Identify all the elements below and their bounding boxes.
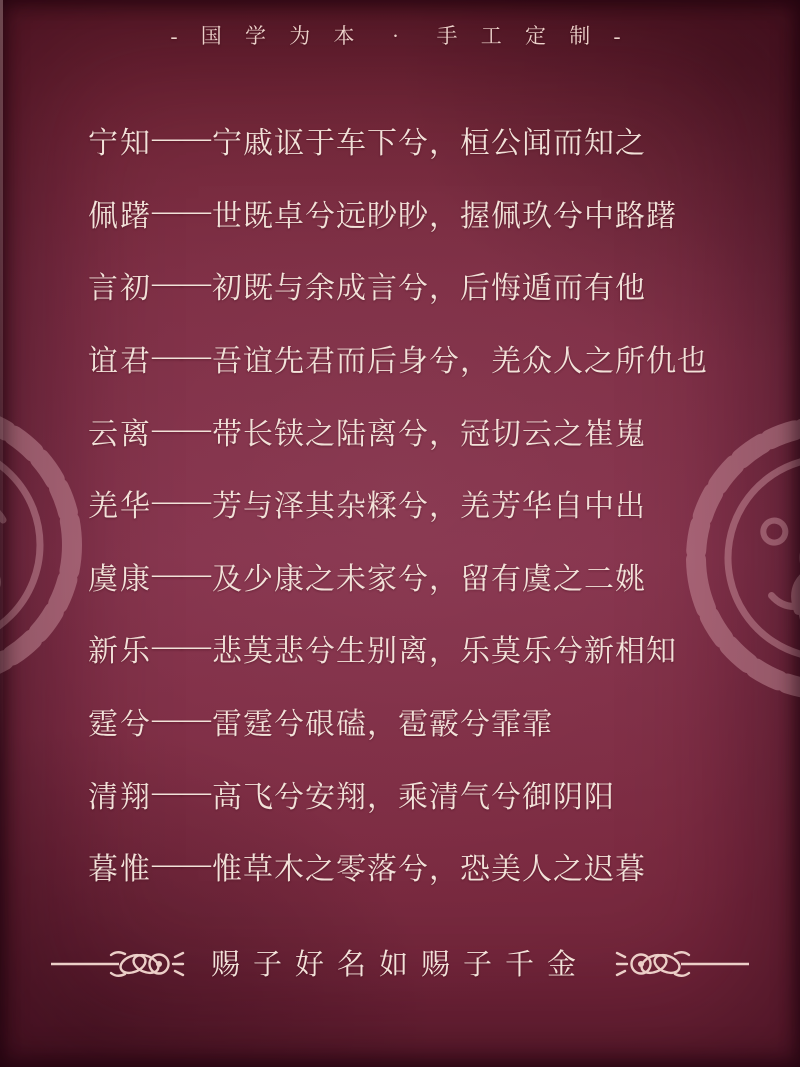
entry-name: 云离: [88, 417, 152, 451]
em-dash: ——: [152, 847, 210, 881]
entry-name: 暮惟: [88, 853, 152, 887]
entry-name: 新乐: [88, 635, 152, 669]
entry-name: 谊君: [88, 345, 152, 379]
entry-quote: 惟草木之零落兮，恐美人之迟暮: [212, 853, 646, 887]
entry-quote: 世既卓兮远眇眇，握佩玖兮中路躇: [212, 199, 677, 233]
name-entry-list: [88, 104, 776, 903]
name-entry: [88, 830, 776, 903]
entry-name: 羌华: [88, 490, 152, 524]
name-entry: [88, 540, 776, 613]
em-dash: ——: [152, 629, 210, 663]
em-dash: ——: [152, 484, 210, 518]
entry-quote: 宁戚讴于车下兮，桓公闻而知之: [212, 127, 646, 161]
footer-banner: [0, 938, 800, 990]
entry-name: 虞康: [88, 562, 152, 596]
entry-quote: 初既与余成言兮，后悔遁而有他: [212, 272, 646, 306]
entry-quote: 及少康之未家兮，留有虞之二姚: [212, 562, 646, 596]
em-dash: ——: [152, 774, 210, 808]
name-entry: [88, 177, 776, 250]
name-entry: [88, 249, 776, 322]
entry-quote: 带长铗之陆离兮，冠切云之崔嵬: [212, 417, 646, 451]
em-dash: ——: [152, 702, 210, 736]
entry-name: 言初: [88, 272, 152, 306]
entry-quote: 雷霆兮硍磕，雹霰兮霏霏: [212, 708, 553, 742]
entry-name: 宁知: [88, 127, 152, 161]
entry-quote: 吾谊先君而后身兮，羌众人之所仇也: [212, 345, 708, 379]
name-entry: [88, 612, 776, 685]
name-entry: [88, 467, 776, 540]
em-dash: ——: [152, 266, 210, 300]
footer-slogan: 赐子好名如赐子千金: [210, 948, 589, 981]
em-dash: ——: [152, 193, 210, 227]
knot-flourish-icon: [49, 944, 199, 984]
name-entry: [88, 757, 776, 830]
entry-quote: 高飞兮安翔，乘清气兮御阴阳: [212, 780, 615, 814]
em-dash: ——: [152, 339, 210, 373]
header-banner: [0, 20, 800, 50]
left-edge-highlight: [0, 0, 3, 768]
entry-name: 清翔: [88, 780, 152, 814]
knot-flourish-icon: [601, 944, 751, 984]
em-dash: ——: [152, 121, 210, 155]
name-entry: [88, 394, 776, 467]
name-entry: [88, 322, 776, 395]
name-entry: [88, 104, 776, 177]
entry-quote: 悲莫悲兮生别离，乐莫乐兮新相知: [212, 635, 677, 669]
em-dash: ——: [152, 411, 210, 445]
entry-name: 佩躇: [88, 199, 152, 233]
em-dash: ——: [152, 556, 210, 590]
name-entry: [88, 685, 776, 758]
jade-medallion-icon: [0, 390, 95, 700]
header-slogan: - 国 学 为 本 · 手 工 定 制 -: [170, 24, 630, 48]
entry-quote: 芳与泽其杂糅兮，羌芳华自中出: [212, 490, 646, 524]
entry-name: 霆兮: [88, 708, 152, 742]
